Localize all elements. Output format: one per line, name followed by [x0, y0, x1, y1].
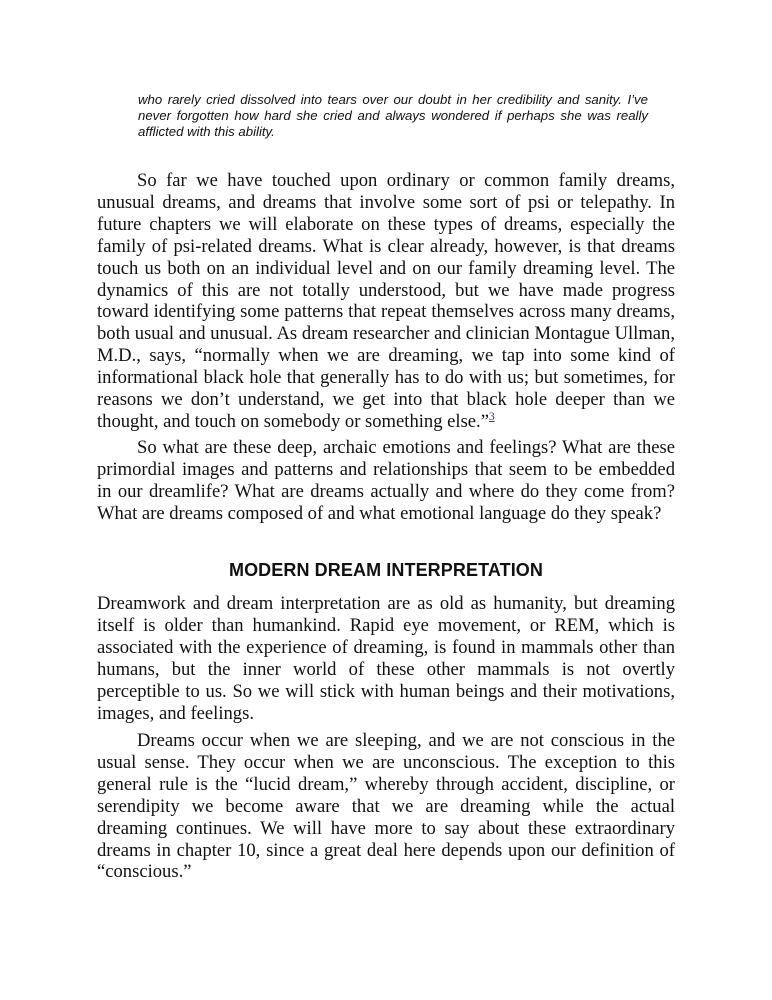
block-quote — [138, 92, 648, 140]
paragraph-archaic-emotions-text: So what are these deep, archaic emotions and feelings? What are these primordial images and patterns and relationships that seem to be embedded in our dreamlife? What are dreams actually and where do they come from? What are dreams composed of and what emotional language do they speak? — [97, 437, 675, 524]
footnote-reference-link[interactable]: 3 — [488, 410, 495, 423]
paragraph-dreamwork — [97, 593, 675, 724]
paragraph-family-dreams — [97, 170, 675, 433]
block-quote-text: who rarely cried dissolved into tears over our doubt in her credibility and sanity. I’ve never forgotten how hard she cried and always wondered if perhaps she was really afflicted with this ability. — [138, 92, 648, 139]
paragraph-dreams-occur — [97, 730, 675, 883]
paragraph-family-dreams-text: So far we have touched upon ordinary or common family dreams, unusual dreams, and dreams that involve some sort of psi or telepathy. In future chapters we will elaborate on these types of dreams, especially the family of psi-related dreams. What is clear already, however, is that dreams touch us both on an individual level and on our family dreaming level. The dynamics of this are not totally understood, but we have made progress toward identifying some patterns that repeat themselves across many dreams, both usual and unusual. As dream researcher and clinician Montague Ullman, M.D., says, “normally when we are dreaming, we tap into some kind of informational black hole that generally has to do with us; but sometimes, for reasons we don’t understand, we get into that black hole deeper than we thought, and touch on somebody or something else.” — [97, 170, 675, 432]
paragraph-dreamwork-text: Dreamwork and dream interpretation are as old as humanity, but dreaming itself is older than humankind. Rapid eye movement, or REM, which is associated with the experience of dreaming, is found in mammals other than humans, but the inner world of these other mammals is not overtly perceptible to us. So we will stick with human beings and their motivations, images, and feelings. — [97, 593, 675, 724]
paragraph-dreams-occur-text: Dreams occur when we are sleeping, and we are not conscious in the usual sense. They occur when we are unconscious. The exception to this general rule is the “lucid dream,” whereby through accident, discipline, or serendipity we become aware that we are dreaming while the actual dreaming continues. We will have more to say about these extraordinary dreams in chapter 10, since a great deal here depends upon our definition of “conscious.” — [97, 730, 675, 883]
section-heading: MODERN DREAM INTERPRETATION — [228, 560, 544, 580]
paragraph-archaic-emotions — [97, 437, 675, 525]
